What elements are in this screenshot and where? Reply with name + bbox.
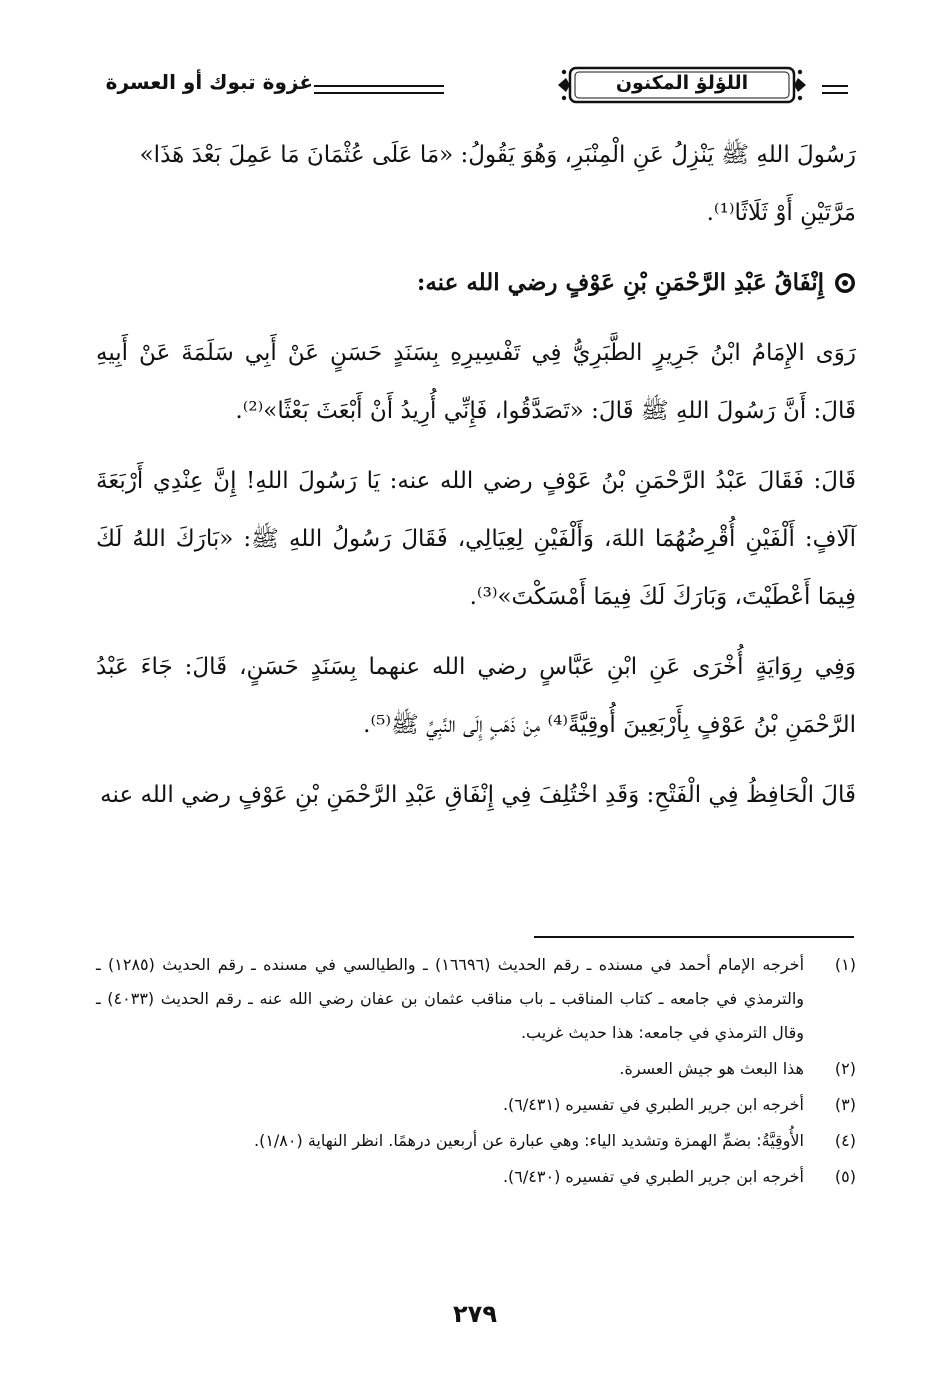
footnote-text: الأُوقِيَّةُ: بضمِّ الهمزة وتشديد الياء: وهي عبارة عن أربعين درهمًا. انظر النهاية (١/٨٠). (253, 1131, 804, 1150)
header-rule-right (822, 85, 848, 94)
footnote-number: (١) (834, 955, 856, 974)
main-text (96, 126, 856, 824)
paragraph-5: قَالَ الْحَافِظُ فِي الْفَتْحِ: وَقَدِ اخْتُلِفَ فِي إِنْفَاقِ عَبْدِ الرَّحْمَنِ بْنِ عَوْفٍ رضي الله عنه (100, 782, 856, 808)
running-header (105, 58, 848, 120)
paragraph-4: وَفِي رِوَايَةٍ أُخْرَى عَنِ ابْنِ عَبَّاسٍ رضي الله عنهما بِسَنَدٍ حَسَنٍ، قَالَ: جَاءَ عَبْدُ الرَّحْمَنِ بْنُ عَوْفٍ بِأَرْبَعِينَ أُوقِيَّةً⁽⁴⁾ مِنْ ذَهَبٍ إِلَى النَّبِيِّ ﷺ⁽⁵⁾. (96, 654, 856, 738)
chapter-title: غزوة تبوك أو العسرة (105, 70, 313, 94)
footnote-text: أخرجه ابن جرير الطبري في تفسيره (٦/٤٣٠). (502, 1167, 804, 1186)
flower-bullet-icon (834, 272, 856, 294)
footnote-number: (٥) (834, 1167, 856, 1186)
paragraph-1-line-2: مَرَّتَيْنِ أَوْ ثَلَاثًا⁽¹⁾. (706, 200, 856, 226)
paragraph-1-line-1: رَسُولَ اللهِ ﷺ يَنْزِلُ عَنِ الْمِنْبَرِ، وَهُوَ يَقُولُ: «مَا عَلَى عُثْمَانَ مَا عَمِلَ بَعْدَ هَذَا» (139, 142, 856, 168)
footnote-3 (96, 1088, 856, 1122)
footnote-2 (96, 1052, 856, 1086)
book-title-cartouche (556, 62, 808, 108)
footnote-1 (96, 948, 856, 1050)
footnote-text: أخرجه الإمام أحمد في مسنده ـ رقم الحديث (١٦٦٩٦) ـ والطيالسي في مسنده ـ رقم الحديث (١٢٨٥) ـ والترمذي في جامعه ـ كتاب المناقب ـ باب مناقب عثمان بن عفان رضي الله عنه ـ رقم الحديث (٤٠٣٣) ـ وقال الترمذي في جامعه: هذا حديث غريب. (96, 955, 805, 1042)
footnote-text: أخرجه ابن جرير الطبري في تفسيره (٦/٤٣١). (502, 1095, 804, 1114)
footnotes (96, 948, 856, 1196)
paragraph-3: قَالَ: فَقَالَ عَبْدُ الرَّحْمَنِ بْنُ عَوْفٍ رضي الله عنه: يَا رَسُولَ اللهِ! إِنَّ عِنْدِي أَرْبَعَةَ آلَافٍ: أَلْفَيْنِ أُقْرِضُهُمَا اللهَ، وَأَلْفَيْنِ لِعِيَالِي، فَقَالَ رَسُولُ اللهِ ﷺ: «بَارَكَ اللهُ لَكَ فِيمَا أَعْطَيْتَ، وَبَارَكَ لَكَ فِيمَا أَمْسَكْتَ»⁽³⁾. (96, 468, 856, 610)
footnote-separator (534, 936, 854, 938)
header-rule-left (314, 85, 444, 94)
footnote-4 (96, 1124, 856, 1158)
footnote-number: (٣) (834, 1095, 856, 1114)
footnote-number: (٢) (834, 1059, 856, 1078)
section-heading-text: إِنْفَاقُ عَبْدِ الرَّحْمَنِ بْنِ عَوْفٍ رضي الله عنه: (416, 269, 824, 296)
footnote-number: (٤) (834, 1131, 856, 1150)
page-number: ٢٧٩ (453, 1300, 497, 1328)
footnote-text: هذا البعث هو جيش العسرة. (619, 1059, 804, 1078)
paragraph-2: رَوَى الإِمَامُ ابْنُ جَرِيرٍ الطَّبَرِيُّ فِي تَفْسِيرِهِ بِسَنَدٍ حَسَنٍ عَنْ أَبِي سَلَمَةَ عَنْ أَبِيهِ قَالَ: أَنَّ رَسُولَ اللهِ ﷺ قَالَ: «تَصَدَّقُوا، فَإِنِّي أُرِيدُ أَنْ أَبْعَثَ بَعْثًا»⁽²⁾. (96, 340, 856, 424)
footnote-5 (96, 1160, 856, 1194)
book-title: اللؤلؤ المكنون (615, 72, 749, 94)
section-heading (96, 254, 856, 312)
